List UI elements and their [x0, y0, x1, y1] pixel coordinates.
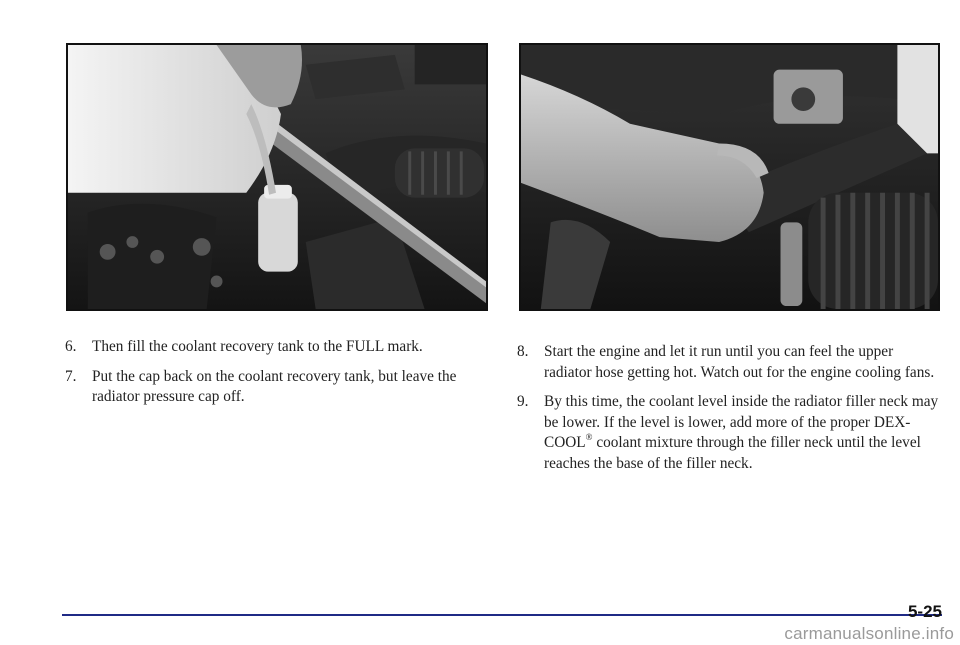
- registered-trademark: ®: [585, 432, 593, 442]
- step-number: 8.: [517, 343, 529, 360]
- radiator-hose-photo: [519, 43, 940, 311]
- step-7: [63, 367, 483, 408]
- page-number: 5-25: [907, 602, 942, 621]
- step-text: Start the engine and let it run until you can feel the upper radiator hose getting hot. Watch out for the engine cooling fans.: [544, 343, 935, 381]
- engine-hose-illustration: [521, 45, 938, 309]
- steps-right-column: [515, 342, 940, 483]
- step-number: 7.: [65, 367, 77, 385]
- step-text-after: coolant mixture through the filler neck until the level reaches the base of the filler neck.: [544, 434, 921, 472]
- step-8: [515, 342, 940, 383]
- step-number: 9.: [517, 393, 529, 410]
- coolant-pour-photo: [66, 43, 488, 311]
- steps-left-column: [63, 337, 483, 417]
- watermark: carmanualsonline.info: [784, 624, 954, 643]
- step-text: Put the cap back on the coolant recovery tank, but leave the radiator pressure cap off.: [92, 367, 457, 405]
- step-text-before: By this time, the coolant level inside the radiator filler neck may be lower. If the level is lower, add more of the proper DEX-COOL: [544, 393, 939, 451]
- step-number: 6.: [65, 338, 77, 355]
- step-text: Then fill the coolant recovery tank to the FULL mark.: [92, 338, 423, 355]
- step-9: [515, 392, 940, 474]
- engine-bay-illustration: [68, 45, 486, 309]
- step-6: [63, 337, 483, 358]
- footer-rule: [62, 614, 942, 616]
